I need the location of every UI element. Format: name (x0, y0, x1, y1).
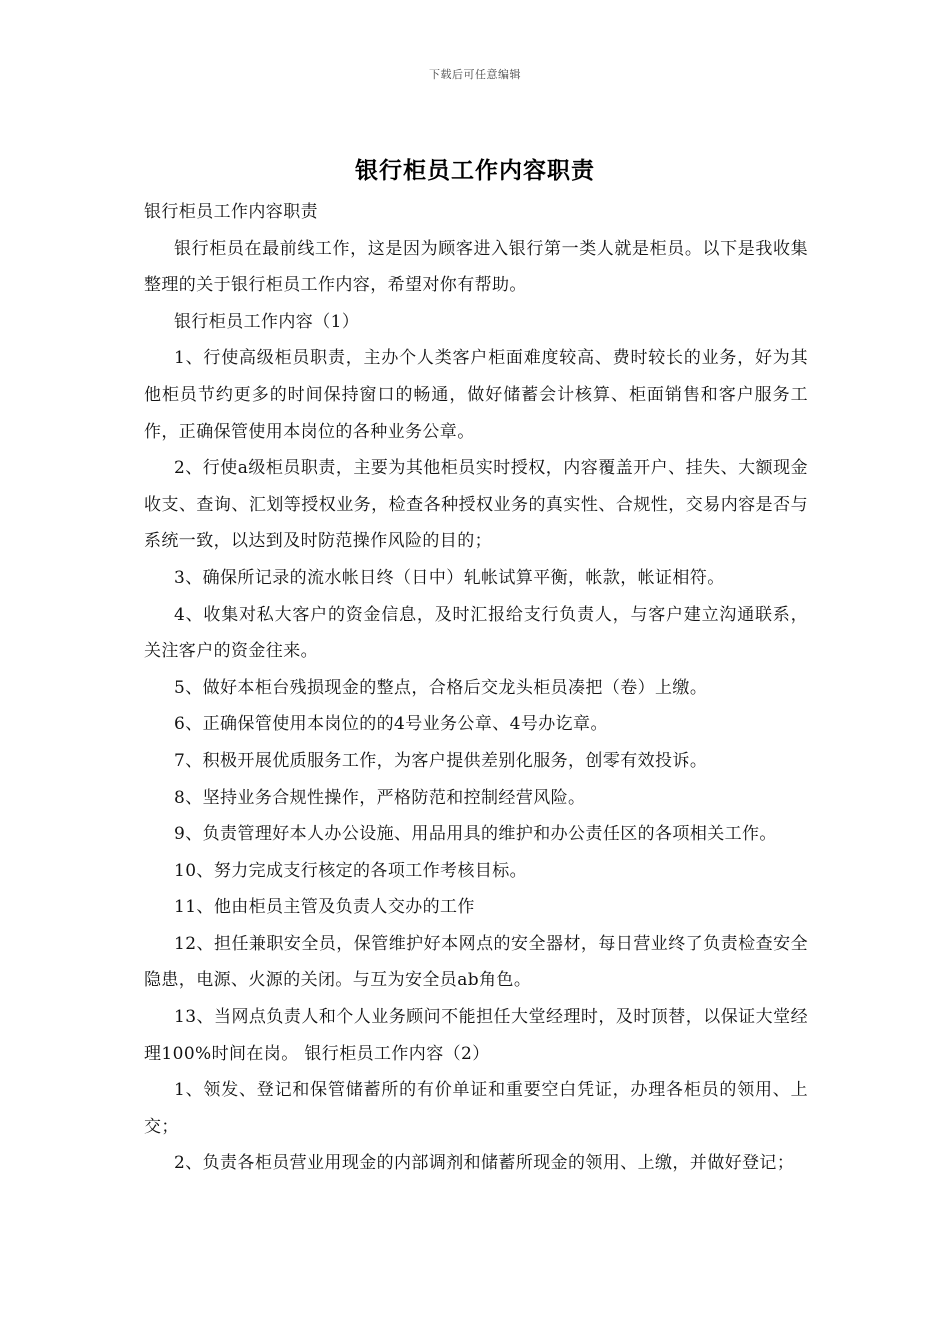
list-item: 1、领发、登记和保管储蓄所的有价单证和重要空白凭证，办理各柜员的领用、上交； (144, 1080, 808, 1137)
list-item: 4、收集对私大客户的资金信息，及时汇报给支行负责人，与客户建立沟通联系，关注客户的资金往来。 (144, 604, 808, 662)
list-item: 11、他由柜员主管及负责人交办的工作 (174, 897, 475, 918)
list-item: 8、坚持业务合规性操作，严格防范和控制经营风险。 (174, 787, 586, 808)
list-item: 12、担任兼职安全员，保管维护好本网点的安全器材，每日营业终了负责检查安全隐患，电源、火源的关闭。与互为安全员ab角色。 (144, 933, 808, 991)
list-item: 5、做好本柜台残损现金的整点，合格后交龙头柜员凑把（卷）上缴。 (174, 677, 708, 698)
list-item: 13、当网点负责人和个人业务顾问不能担任大堂经理时，及时顶替，以保证大堂经理100%时间在岗。 银行柜员工作内容（2） (144, 1007, 808, 1064)
paragraph: 银行柜员在最前线工作，这是因为顾客进入银行第一类人就是柜员。以下是我收集整理的关于银行柜员工作内容，希望对你有帮助。 (144, 238, 808, 296)
list-item: 2、负责各柜员营业用现金的内部调剂和储蓄所现金的领用、上缴，并做好登记； (174, 1153, 795, 1174)
document-body (144, 194, 808, 1182)
header-note: 下载后可任意编辑 (429, 68, 521, 81)
list-item: 6、正确保管使用本岗位的的4号业务公章、4号办讫章。 (174, 714, 608, 735)
list-item: 2、行使a级柜员职责，主要为其他柜员实时授权，内容覆盖开户、挂失、大额现金收支、查询、汇划等授权业务，检查各种授权业务的真实性、合规性，交易内容是否与系统一致，以达到及时防范操作风险的目的； (144, 458, 808, 552)
list-item: 10、努力完成支行核定的各项工作考核目标。 (174, 860, 528, 881)
document-title: 银行柜员工作内容职责 (355, 158, 595, 184)
list-item: 9、负责管理好本人办公设施、用品用具的维护和办公责任区的各项相关工作。 (174, 824, 777, 845)
section-heading: 银行柜员工作内容（1） (174, 311, 360, 332)
list-item: 1、行使高级柜员职责，主办个人类客户柜面难度较高、费时较长的业务，好为其他柜员节约更多的时间保持窗口的畅通，做好储蓄会计核算、柜面销售和客户服务工作，正确保管使用本岗位的各种业务公章。 (144, 348, 808, 442)
list-item: 7、积极开展优质服务工作，为客户提供差别化服务，创零有效投诉。 (174, 750, 708, 771)
paragraph: 银行柜员工作内容职责 (144, 202, 318, 222)
list-item: 3、确保所记录的流水帐日终（日中）轧帐试算平衡，帐款，帐证相符。 (174, 567, 725, 588)
